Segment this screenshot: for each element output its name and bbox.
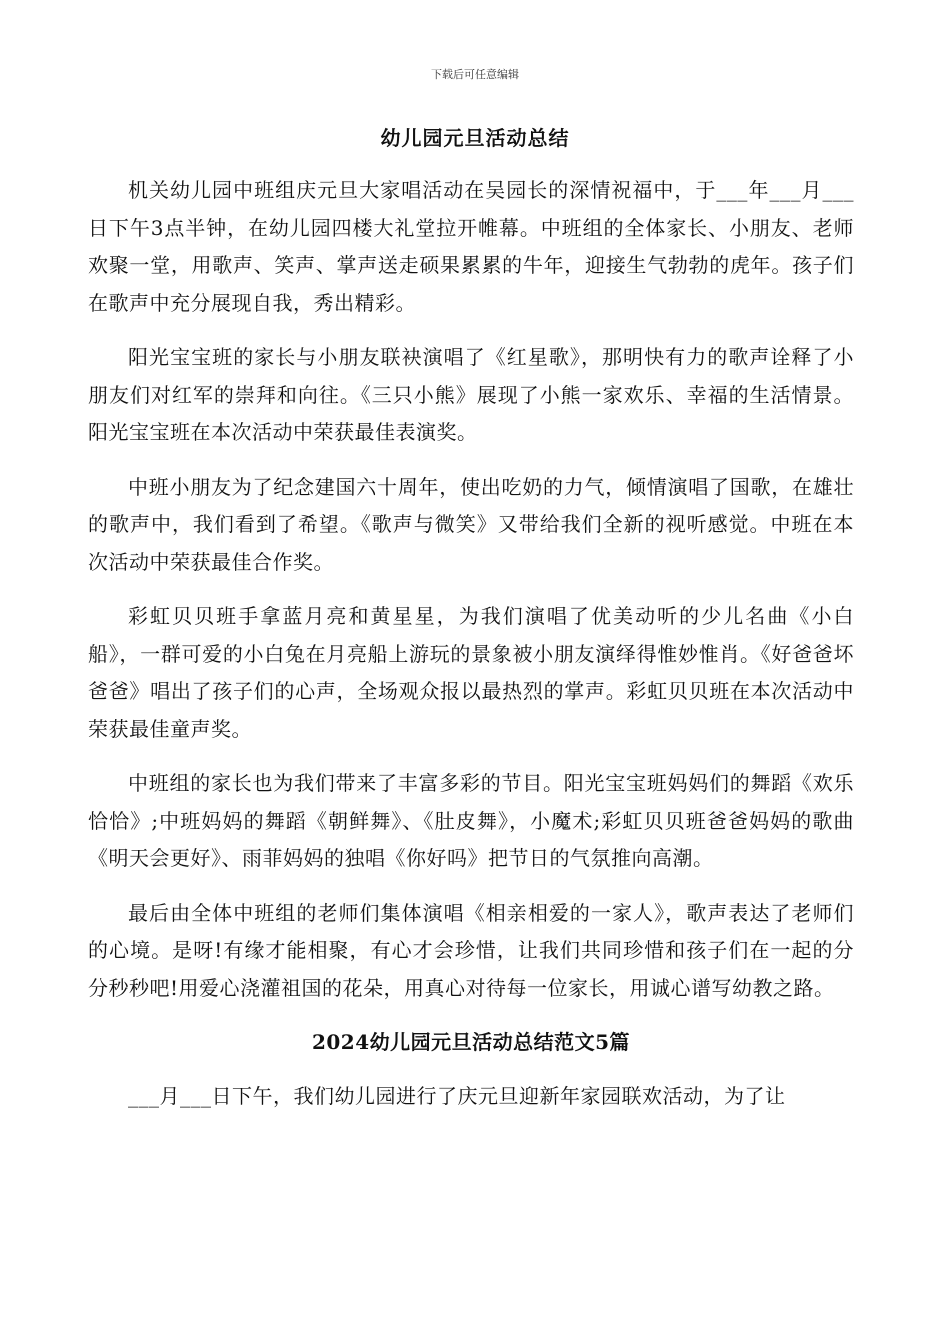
document-title: 幼儿园元旦活动总结 [380, 126, 570, 150]
section-title: 2024幼儿园元旦活动总结范文5篇 [311, 1030, 631, 1054]
paragraph-next-article: ___月___日下午，我们幼儿园进行了庆元旦迎新年家园联欢活动，为了让 [128, 1083, 786, 1108]
paragraph-parents: 中班组的家长也为我们带来了丰富多彩的节目。阳光宝宝班妈妈们的舞蹈《欢乐恰恰》;中班妈妈的舞蹈《朝鲜舞》、《肚皮舞》，小魔术;彩虹贝贝班爸爸妈妈的歌曲《明天会更好》、雨菲妈妈的独唱《你好吗》把节日的气氛推向高潮。 [88, 771, 854, 870]
paragraph-opening: 机关幼儿园中班组庆元旦大家唱活动在吴园长的深情祝福中，于___年___月___日下午3点半钟，在幼儿园四楼大礼堂拉开帷幕。中班组的全体家长、小朋友、老师欢聚一堂，用歌声、笑声、掌声送走硕果累累的牛年，迎接生气勃勃的虎年。孩子们在歌声中充分展现自我，秀出精彩。 [88, 178, 854, 315]
paragraph-rainbow-class: 彩虹贝贝班手拿蓝月亮和黄星星，为我们演唱了优美动听的少儿名曲《小白船》，一群可爱的小白兔在月亮船上游玩的景象被小朋友演绎得惟妙惟肖。《好爸爸坏爸爸》唱出了孩子们的心声，全场观众报以最热烈的掌声。彩虹贝贝班在本次活动中荣获最佳童声奖。 [88, 604, 854, 741]
paragraph-middle-class: 中班小朋友为了纪念建国六十周年，使出吃奶的力气，倾情演唱了国歌，在雄壮的歌声中，我们看到了希望。《歌声与微笑》又带给我们全新的视听感觉。中班在本次活动中荣获最佳合作奖。 [88, 474, 854, 574]
header-note: 下载后可任意编辑 [431, 68, 519, 81]
paragraph-closing: 最后由全体中班组的老师们集体演唱《相亲相爱的一家人》，歌声表达了老师们的心境。是呀!有缘才能相聚，有心才会珍惜，让我们共同珍惜和孩子们在一起的分分秒秒吧!用爱心浇灌祖国的花朵，用真心对待每一位家长，用诚心谱写幼教之路。 [88, 900, 854, 1000]
document-body [88, 172, 854, 1132]
paragraph-sunshine-class: 阳光宝宝班的家长与小朋友联袂演唱了《红星歌》，那明快有力的歌声诠释了小朋友们对红军的崇拜和向往。《三只小熊》展现了小熊一家欢乐、幸福的生活情景。阳光宝宝班在本次活动中荣获最佳表演奖。 [88, 345, 854, 444]
